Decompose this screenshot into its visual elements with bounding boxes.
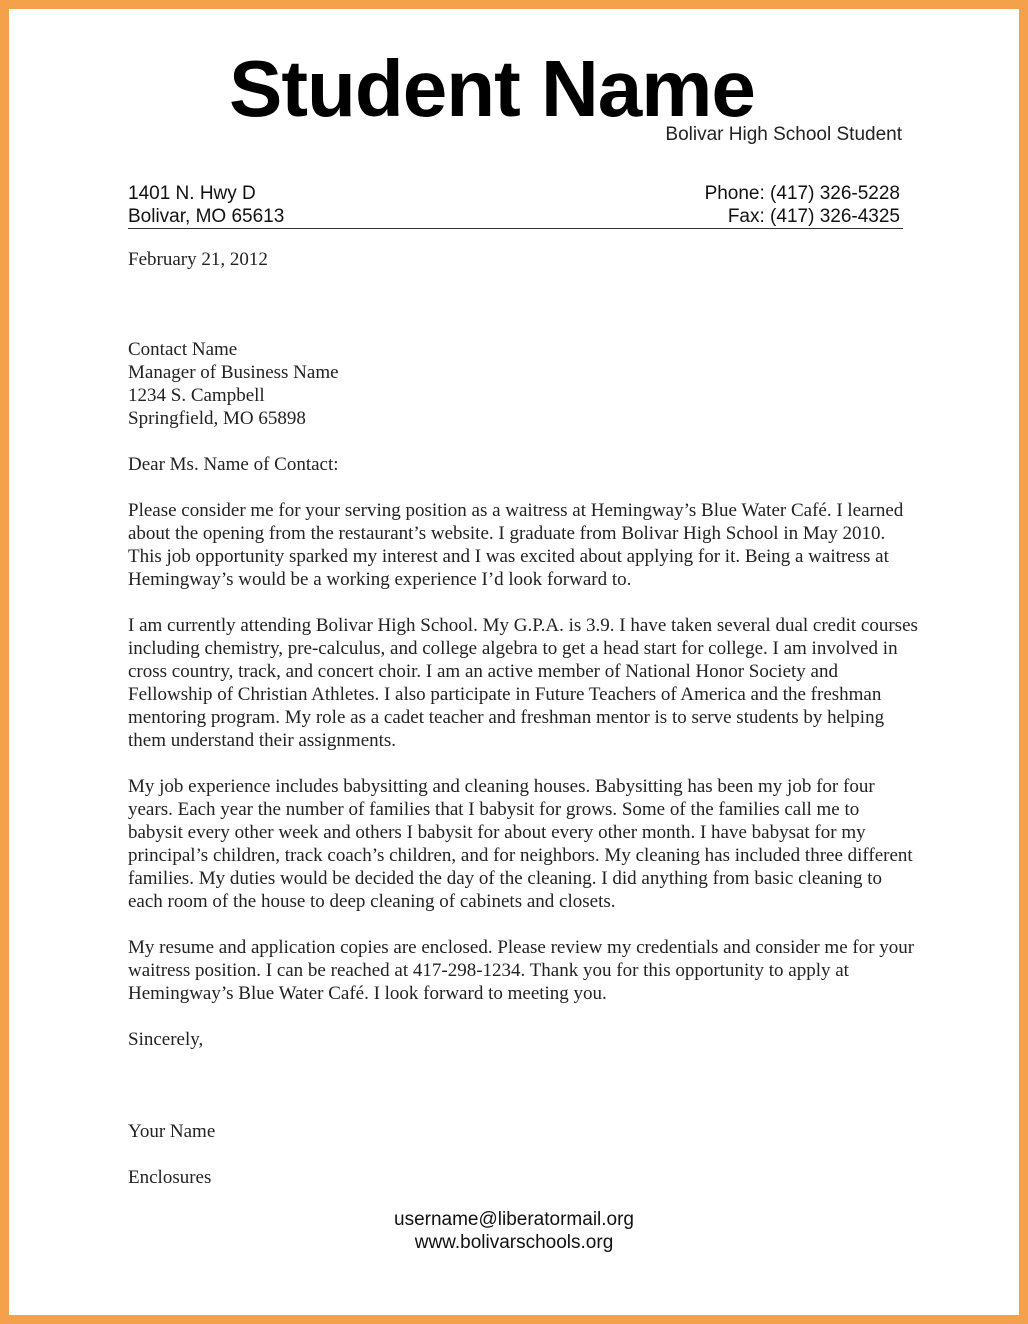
sender-address (128, 182, 284, 228)
header-divider (128, 228, 903, 229)
recipient-line: 1234 S. Campbell (128, 385, 265, 406)
letter-page (9, 9, 1019, 1315)
letter-body (128, 248, 918, 1189)
recipient-line: Manager of Business Name (128, 362, 339, 383)
salutation: Dear Ms. Name of Contact: (128, 454, 339, 475)
address-line-1: 1401 N. Hwy D (128, 183, 256, 204)
footer-website: www.bolivarschools.org (414, 1232, 614, 1253)
enclosures: Enclosures (128, 1167, 212, 1188)
fax: Fax: (417) 326-4325 (727, 206, 900, 227)
closing: Sincerely, (128, 1029, 204, 1050)
sender-contact (705, 182, 900, 228)
signer-name: Your Name (128, 1121, 216, 1142)
footer (9, 1208, 1019, 1254)
paragraph-3: My job experience includes babysitting and cleaning houses. Babysitting has been my job for four years. Each year the number of families that I babysit for grows. Some of the families call me to babysit every other week and others I babysit for about every other month. I have babysat for my principal’s children, track coach’s children, and for neighbors. My cleaning has included three different families. My duties would be decided the day of the cleaning. I did anything from basic cleaning to each room of the house to deep cleaning of cabinets and closets. (128, 776, 913, 912)
recipient-line: Contact Name (128, 339, 238, 360)
paragraph-4: My resume and application copies are enclosed. Please review my credentials and consider me for your waitress position. I can be reached at 417-298-1234. Thank you for this opportunity to apply at Hemingway’s Blue Water Café. I look forward to meeting you. (128, 937, 915, 1004)
student-name-heading: Student Name (229, 44, 755, 133)
phone: Phone: (417) 326-5228 (704, 183, 900, 204)
address-line-2: Bolivar, MO 65613 (128, 206, 285, 227)
recipient-line: Springfield, MO 65898 (128, 408, 306, 429)
letter-date: February 21, 2012 (128, 249, 268, 270)
recipient-block (128, 338, 918, 430)
footer-email: username@liberatormail.org (394, 1209, 634, 1230)
subtitle: Bolivar High School Student (665, 124, 902, 145)
paragraph-2: I am currently attending Bolivar High School. My G.P.A. is 3.9. I have taken several dual credit courses including chemistry, pre-calculus, and college algebra to get a head start for college. I am involved in cross country, track, and concert choir. I am an active member of National Honor Society and Fellowship of Christian Athletes. I also participate in Future Teachers of America and the freshman mentoring program. My role as a cadet teacher and freshman mentor is to serve students by helping them understand their assignments. (128, 615, 918, 751)
paragraph-1: Please consider me for your serving position as a waitress at Hemingway’s Blue Water Café. I learned about the opening from the restaurant’s website. I graduate from Bolivar High School in May 2010. This job opportunity sparked my interest and I was excited about applying for it. Being a waitress at Hemingway’s would be a working experience I’d look forward to. (128, 500, 904, 590)
